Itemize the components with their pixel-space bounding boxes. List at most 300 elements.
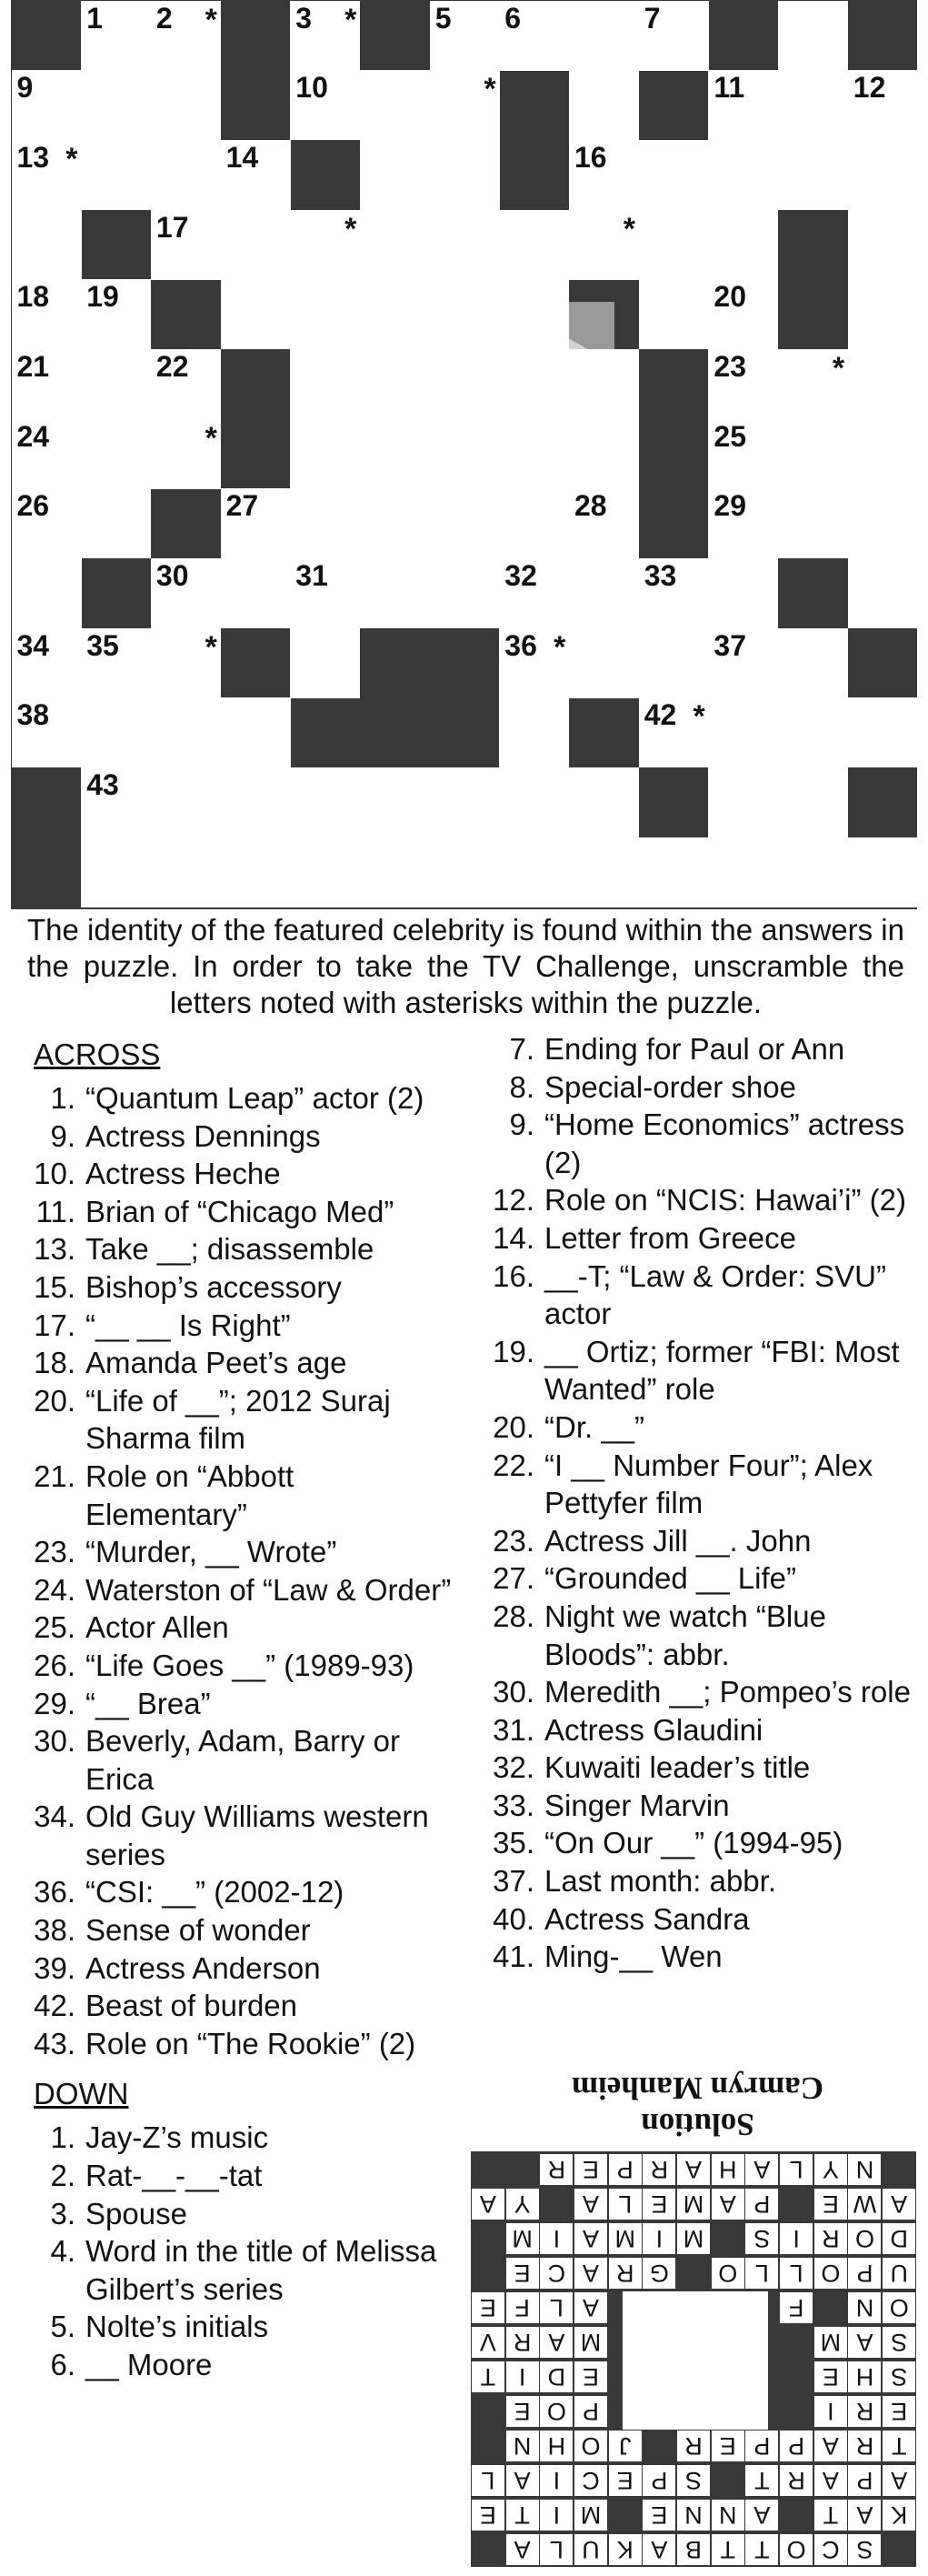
clue-item-text: “Life of __”; 2012 Suraj Sharma film (85, 1383, 391, 1456)
grid-cell (290, 488, 360, 558)
grid-cell (569, 628, 639, 698)
grid-cell (569, 419, 639, 489)
grid-cell (81, 279, 151, 349)
grid-cell (290, 419, 360, 489)
grid-cell (151, 349, 221, 419)
clue-item (0, 1382, 459, 1458)
grid-cell (430, 210, 500, 280)
clue-item-number: 10. (34, 1157, 75, 1191)
solution-letter: C (814, 2535, 847, 2566)
grid-cell (360, 279, 430, 349)
solution-letter: T (745, 2465, 778, 2496)
clue-item-text: Nolte’s initials (85, 2310, 269, 2344)
solution-letter: I (540, 2465, 573, 2496)
asterisk-marker: * (344, 211, 357, 246)
solution-letter: S (883, 2327, 915, 2358)
grid-cell (848, 837, 918, 907)
grid-cell (778, 349, 848, 419)
clue-number: 24 (16, 419, 50, 453)
clue-item (473, 1862, 923, 1900)
solution-letter: E (712, 2431, 744, 2461)
grid-cell (569, 488, 639, 558)
solution-letter: A (814, 2465, 847, 2496)
clue-item (0, 1685, 459, 1723)
solution-letter: F (780, 2292, 813, 2323)
grid-cell (639, 558, 709, 628)
grid-cell (708, 697, 778, 767)
solution-letter: E (472, 2500, 504, 2531)
grid-cell (430, 140, 500, 210)
clue-item-text: Actress Glaudini (544, 1712, 763, 1747)
clue-item (473, 1068, 923, 1107)
clue-item-text: __-T; “Law & Order: SVU” actor (544, 1258, 886, 1331)
grid-cell (81, 70, 151, 140)
clue-item-number: 6. (50, 2348, 75, 2381)
asterisk-marker: * (205, 629, 217, 665)
clue-item-number: 33. (493, 1788, 534, 1822)
clue-item-text: “I __ Number Four”; Alex Pettyfer film (544, 1448, 873, 1520)
grid-cell (430, 837, 500, 907)
clue-item-number: 20. (493, 1409, 534, 1444)
grid-cell (708, 349, 778, 419)
clue-number: 28 (574, 489, 607, 523)
solution-letter: H (540, 2431, 573, 2461)
clue-item-text: Special-order shoe (544, 1069, 796, 1104)
grid-cell (81, 488, 151, 558)
clue-item (0, 1079, 459, 1118)
solution-letter: T (506, 2500, 539, 2531)
grid-cell (290, 70, 360, 140)
solution-letter: O (712, 2258, 744, 2289)
grid-cell (499, 697, 569, 767)
grid-cell (708, 70, 778, 140)
grid-cell (290, 558, 360, 628)
solution-letter: L (609, 2189, 642, 2220)
grid-cell (499, 628, 569, 698)
clue-item-number: 23. (493, 1523, 534, 1558)
grid-cell (81, 837, 151, 907)
solution-letter: A (506, 2465, 539, 2496)
solution-letter: E (643, 2500, 675, 2531)
solution-letter: E (472, 2292, 504, 2323)
clue-item (473, 1408, 923, 1447)
clue-item-number: 32. (493, 1750, 534, 1785)
solution-letter: E (814, 2361, 847, 2392)
clue-item-text: “Murder, __ Wrote” (85, 1535, 337, 1569)
solution-letter: P (574, 2396, 607, 2427)
clue-item (473, 1711, 923, 1749)
solution-letter: A (883, 2189, 915, 2220)
solution-letter: O (814, 2258, 847, 2289)
grid-cell (848, 697, 918, 767)
solution-letter: A (849, 2327, 882, 2358)
solution-title: Solution (641, 2107, 754, 2142)
grid-cell (151, 70, 221, 140)
solution-letter: T (712, 2535, 744, 2566)
clue-item-text: __ Moore (85, 2348, 213, 2381)
grid-cell (499, 837, 569, 907)
solution-letter: R (540, 2154, 573, 2185)
down-clue-list (0, 2119, 459, 2383)
clue-number: 38 (16, 698, 50, 732)
solution-letter: R (814, 2223, 847, 2254)
down-heading: DOWN (34, 2077, 129, 2111)
solution-letter: H (712, 2154, 744, 2185)
grid-cell (499, 419, 569, 489)
solution-letter: K (883, 2500, 915, 2531)
solution-grid (471, 2151, 916, 2567)
clue-item-number: 42. (34, 1989, 75, 2023)
grid-cell (151, 767, 221, 837)
grid-cell (12, 697, 82, 767)
grid-cell (151, 419, 221, 489)
clue-item-number: 1. (50, 2120, 75, 2155)
clue-item-number: 34. (34, 1799, 75, 1834)
grid-cell (151, 837, 221, 907)
solution-letter: L (472, 2465, 504, 2496)
asterisk-marker: * (554, 629, 566, 665)
grid-cell (360, 349, 430, 419)
clue-number: 29 (713, 489, 746, 523)
solution-letter: Y (814, 2154, 847, 2185)
clue-item (473, 1598, 923, 1673)
clue-item-text: Actress Anderson (85, 1950, 321, 1985)
grid-cell (12, 70, 82, 140)
grid-cell (778, 697, 848, 767)
solution-letter: E (643, 2189, 675, 2220)
solution-photo-space (623, 2291, 768, 2430)
clue-item-text: Singer Marvin (544, 1788, 730, 1822)
clue-item (0, 1344, 459, 1382)
grid-cell (499, 558, 569, 628)
solution-letter: G (643, 2258, 675, 2289)
solution-letter: L (780, 2154, 813, 2185)
clue-item-number: 23. (34, 1535, 75, 1569)
grid-cell (360, 558, 430, 628)
solution-letter: A (712, 2189, 744, 2220)
across-clue-list (0, 1079, 459, 2062)
grid-cell (569, 210, 639, 280)
clue-item (0, 1987, 459, 2025)
clues-left-column (0, 1030, 459, 2384)
grid-cell (81, 140, 151, 210)
clue-number: 37 (713, 628, 746, 662)
clue-item-number: 37. (493, 1864, 534, 1899)
solution-letter: D (540, 2361, 573, 2392)
solution-caption (473, 2070, 923, 2142)
grid-cell (360, 70, 430, 140)
grid-cell (639, 140, 709, 210)
grid-cell (848, 349, 918, 419)
clue-item-number: 17. (34, 1308, 75, 1342)
grid-cell (290, 279, 360, 349)
clue-item-text: Actress Dennings (85, 1118, 321, 1153)
clue-item-text: Role on “NCIS: Hawai’i” (2) (544, 1183, 906, 1218)
clue-item (473, 1673, 923, 1711)
clue-item (0, 1118, 459, 1156)
clue-item (0, 2346, 459, 2384)
clue-item-number: 35. (493, 1826, 534, 1860)
clue-number: 9 (16, 71, 34, 105)
solution-letter: D (883, 2223, 915, 2254)
grid-cell (708, 767, 778, 837)
solution-letter: A (574, 2292, 607, 2323)
clue-item-number: 30. (34, 1724, 75, 1759)
clue-item-number: 41. (493, 1940, 534, 1974)
clue-number: 13 (16, 140, 50, 174)
clue-item-text: Old Guy Williams western series (85, 1799, 429, 1871)
clue-item-number: 36. (34, 1875, 75, 1909)
solution-letter: T (745, 2535, 778, 2566)
solution-letter: N (506, 2431, 539, 2461)
grid-cell (221, 279, 291, 349)
clues-right-column (473, 1030, 923, 1976)
grid-cell (499, 1, 569, 71)
clue-item-number: 3. (50, 2196, 75, 2230)
clue-item (473, 1938, 923, 1976)
grid-cell (499, 279, 569, 349)
clue-item (0, 1193, 459, 1231)
solution-letter: E (814, 2189, 847, 2220)
grid-cell (360, 419, 430, 489)
clue-item-number: 43. (34, 2026, 75, 2060)
solution-letter: A (540, 2327, 573, 2358)
clue-item (473, 1787, 923, 1825)
grid-cell (12, 488, 82, 558)
clue-number: 6 (504, 1, 522, 35)
solution-letter: E (506, 2258, 539, 2289)
clue-number: 16 (574, 140, 607, 174)
solution-letter: R (609, 2258, 642, 2289)
clue-item-text: Role on “The Rookie” (2) (85, 2026, 416, 2060)
solution-letter: H (849, 2361, 882, 2392)
clue-number: 25 (713, 419, 746, 453)
grid-cell (151, 140, 221, 210)
clue-item-number: 2. (50, 2159, 75, 2193)
clue-item-text: Word in the title of Melissa Gilbert’s series (85, 2234, 437, 2306)
solution-letter: W (849, 2189, 882, 2220)
clue-item (0, 2119, 459, 2157)
clue-number: 30 (155, 559, 189, 592)
clue-item-text: Night we watch “Blue Bloods”: abbr. (544, 1599, 826, 1671)
solution-letter: I (540, 2223, 573, 2254)
clue-item (0, 1230, 459, 1268)
clue-item-text: Take __; disassemble (85, 1232, 374, 1267)
grid-cell (430, 1, 500, 71)
solution-letter: A (745, 2500, 778, 2531)
grid-cell (221, 697, 291, 767)
clue-number: 32 (504, 559, 537, 592)
clue-item-text: “CSI: __” (2002-12) (85, 1875, 344, 1909)
grid-cell (778, 628, 848, 698)
clue-number: 20 (713, 280, 746, 314)
clue-item-text: Role on “Abbott Elementary” (85, 1458, 294, 1531)
grid-cell (360, 210, 430, 280)
asterisk-marker: * (693, 699, 705, 735)
clue-number: 1 (86, 1, 103, 35)
solution-letter: A (814, 2431, 847, 2461)
solution-letter: L (540, 2535, 573, 2566)
solution-letter: M (677, 2189, 710, 2220)
solution-letter: T (472, 2361, 504, 2392)
clue-item-text: __ Ortiz; former “FBI: Most Wanted” role (544, 1334, 900, 1407)
clue-number: 17 (155, 210, 189, 244)
clue-number: 23 (713, 350, 746, 383)
clue-item (473, 1559, 923, 1598)
solution-letter: E (574, 2154, 607, 2185)
grid-cell (430, 419, 500, 489)
solution-letter: R (849, 2396, 882, 2427)
clue-number: 27 (225, 489, 259, 523)
clue-item-number: 24. (34, 1572, 75, 1607)
solution-letter: O (780, 2535, 813, 2566)
solution-letter: T (814, 2500, 847, 2531)
clue-item-text: Sense of wonder (85, 1913, 311, 1948)
clue-item-number: 11. (35, 1194, 75, 1228)
grid-cell (639, 837, 709, 907)
grid-cell (639, 1, 709, 71)
solution-letter: M (506, 2223, 539, 2254)
grid-cell (12, 279, 82, 349)
solution-letter: S (883, 2361, 915, 2392)
clue-item-text: Brian of “Chicago Med” (85, 1194, 394, 1228)
solution-letter: P (849, 2465, 882, 2496)
solution-letter: M (574, 2327, 607, 2358)
clue-number: 11 (713, 71, 745, 105)
grid-cell (708, 837, 778, 907)
solution-letter: A (677, 2154, 710, 2185)
solution-letter: A (574, 2258, 607, 2289)
clue-item (0, 1873, 459, 1911)
solution-letter: E (883, 2396, 915, 2427)
clue-number: 5 (434, 1, 452, 35)
clue-item-text: “__ __ Is Right” (85, 1308, 291, 1342)
clue-item (0, 1722, 459, 1798)
solution-letter: A (849, 2500, 882, 2531)
asterisk-marker: * (65, 141, 78, 176)
grid-cell (221, 488, 291, 558)
clue-item-text: Meredith __; Pompeo’s role (544, 1675, 911, 1709)
clue-item-number: 12. (493, 1183, 534, 1218)
solution-letter: P (643, 2465, 675, 2496)
clue-item-text: Last month: abbr. (544, 1864, 776, 1899)
clue-item-number: 9. (509, 1108, 534, 1142)
solution-letter: M (677, 2223, 710, 2254)
asterisk-marker: * (205, 420, 217, 456)
clue-item-text: Spouse (85, 2196, 187, 2230)
solution-letter: N (677, 2500, 710, 2531)
solution-letter: P (780, 2431, 813, 2461)
grid-cell (12, 558, 82, 628)
clue-number: 19 (86, 280, 119, 314)
solution-letter: O (849, 2223, 882, 2254)
solution-letter: M (814, 2327, 847, 2358)
clue-item-text: Actress Heche (85, 1157, 281, 1191)
clue-item-text: Actress Jill __. John (544, 1523, 812, 1558)
grid-cell (848, 419, 918, 489)
grid-cell (708, 140, 778, 210)
solution-letter: S (745, 2223, 778, 2254)
clue-item (473, 1333, 923, 1408)
solution-letter: U (574, 2535, 607, 2566)
grid-cell (569, 837, 639, 907)
grid-cell (499, 210, 569, 280)
solution-letter: N (849, 2154, 882, 2185)
crossword-grid (11, 0, 917, 909)
clue-item (0, 1950, 459, 1988)
clue-item (0, 2232, 459, 2308)
clue-item-number: 27. (493, 1561, 534, 1596)
clue-item-text: Actor Allen (85, 1610, 229, 1645)
clue-item (0, 2308, 459, 2346)
grid-cell (708, 628, 778, 698)
clue-number: 10 (295, 71, 328, 105)
clue-item (473, 1749, 923, 1787)
clue-number: 31 (295, 559, 328, 592)
solution-letter: B (677, 2535, 710, 2566)
clue-item (473, 1900, 923, 1939)
asterisk-marker: * (623, 211, 635, 246)
clue-item-number: 38. (34, 1913, 75, 1948)
grid-cell (569, 767, 639, 837)
solution-letter: T (883, 2431, 915, 2461)
grid-cell (499, 488, 569, 558)
grid-cell (221, 837, 291, 907)
clue-item (0, 1458, 459, 1533)
grid-cell (708, 279, 778, 349)
grid-cell (848, 488, 918, 558)
solution-letter: A (472, 2189, 504, 2220)
grid-cell (708, 488, 778, 558)
clue-item-number: 20. (34, 1383, 75, 1418)
solution-letter: I (814, 2396, 847, 2427)
grid-cell (360, 140, 430, 210)
clue-item (0, 1609, 459, 1647)
asterisk-marker: * (832, 351, 845, 386)
solution-letter: F (506, 2292, 539, 2323)
clue-item-number: 14. (493, 1220, 534, 1255)
clue-item (0, 1571, 459, 1609)
clue-item-number: 13. (34, 1232, 75, 1267)
clue-item-number: 40. (493, 1901, 534, 1936)
clue-item-text: Bishop’s accessory (85, 1269, 342, 1304)
solution-letter: U (883, 2258, 915, 2289)
grid-cell (290, 1, 360, 71)
grid-cell (360, 488, 430, 558)
clue-number: 3 (295, 1, 313, 35)
clue-item (0, 1155, 459, 1193)
grid-cell (151, 210, 221, 280)
clue-item-number: 25. (34, 1610, 75, 1645)
solution-letter: P (745, 2431, 778, 2461)
clue-item (473, 1106, 923, 1181)
clue-number: 18 (16, 280, 50, 314)
grid-cell (81, 349, 151, 419)
clue-number: 26 (16, 489, 50, 523)
clue-number: 22 (155, 350, 189, 383)
grid-cell (12, 140, 82, 210)
clue-number: 42 (644, 698, 677, 732)
grid-cell (151, 697, 221, 767)
clue-item-number: 26. (34, 1648, 75, 1682)
clue-item (0, 2157, 459, 2195)
grid-cell (639, 697, 709, 767)
clue-number: 33 (644, 559, 677, 592)
grid-cell (848, 70, 918, 140)
grid-cell (778, 1, 848, 71)
clue-item-number: 30. (493, 1675, 534, 1709)
clue-item-text: Rat-__-__-tat (85, 2159, 263, 2193)
